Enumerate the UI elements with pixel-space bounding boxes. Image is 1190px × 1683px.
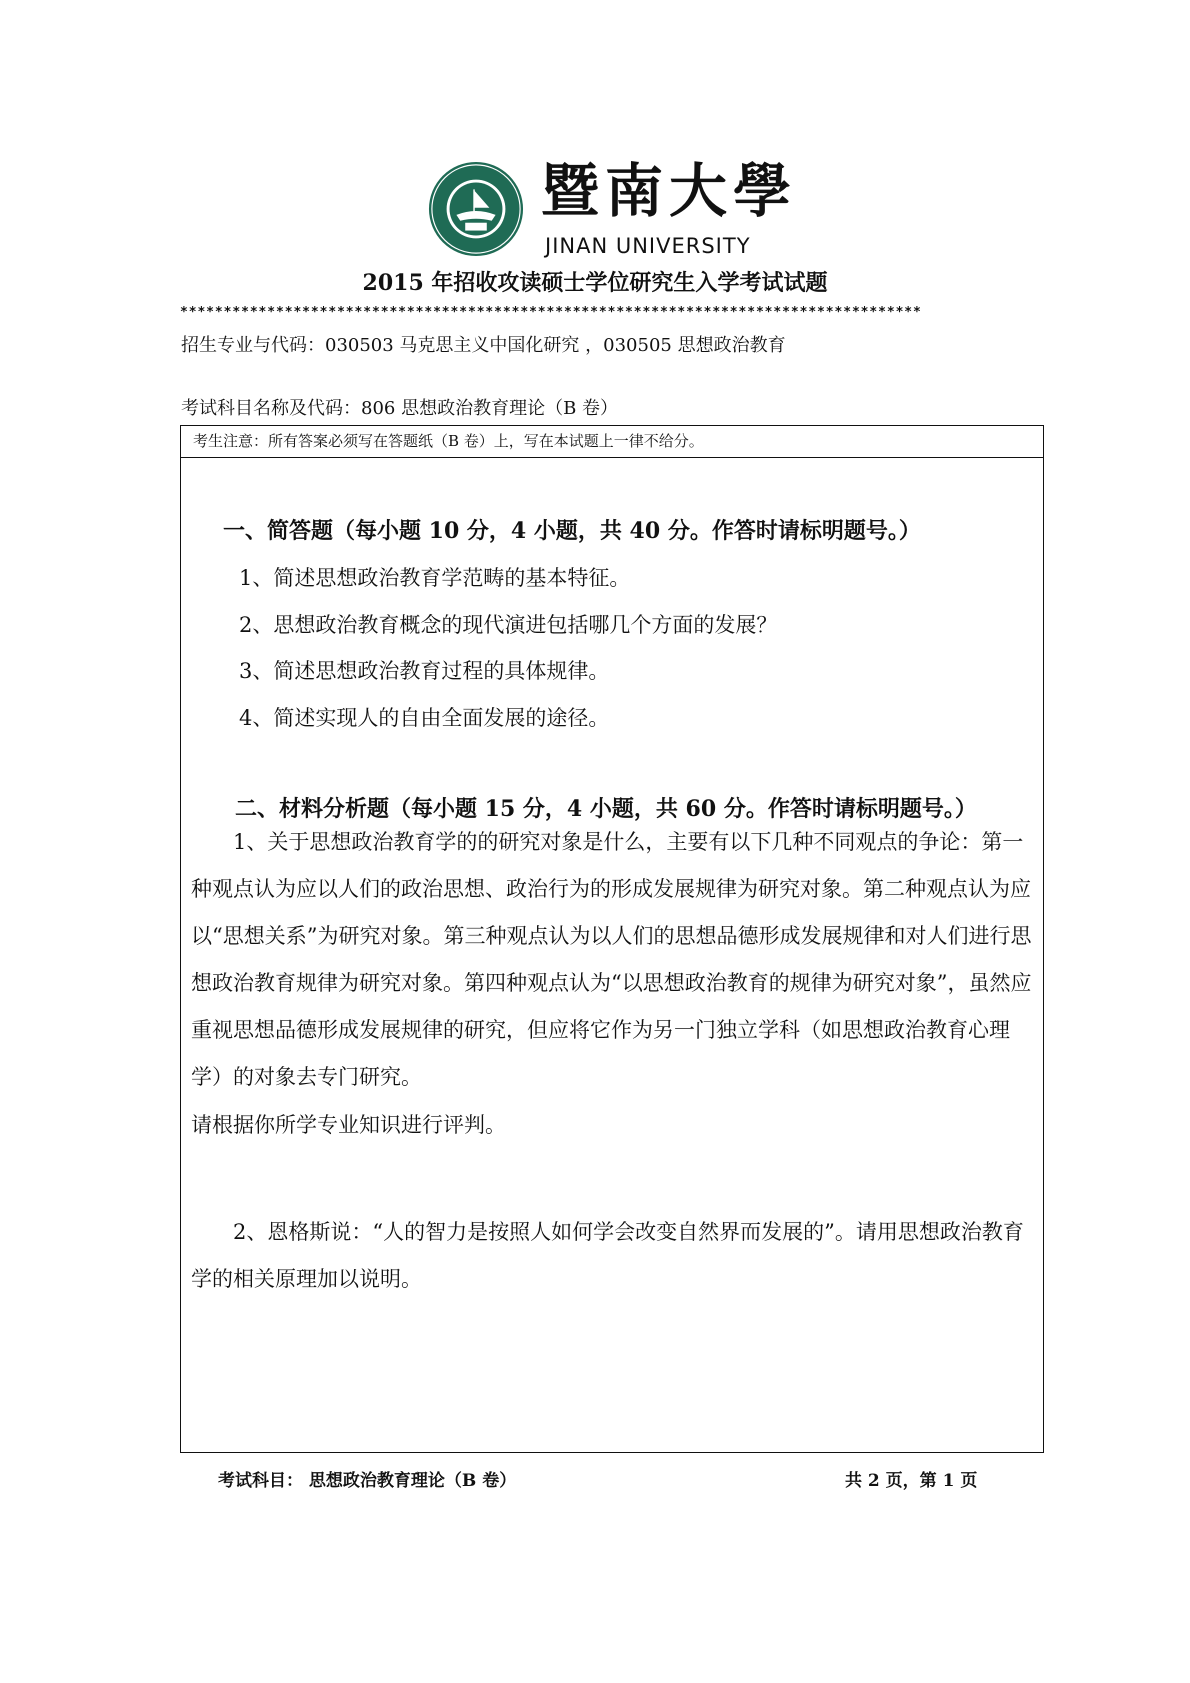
section1-question: 3、简述思想政治教育过程的具体规律。 (239, 659, 610, 683)
notice-bar: 考生注意：所有答案必须写在答题纸（B 卷）上，写在本试题上一律不给分。 (181, 426, 1043, 458)
section1-question: 4、简述实现人的自由全面发展的途径。 (239, 706, 610, 730)
exam-title: 2015 年招收攻读硕士学位研究生入学考试试题 (362, 270, 828, 296)
question-box (180, 425, 1044, 1453)
separator-line: ************************************************************************************* (180, 306, 922, 320)
footer-subject: 考试科目： 思想政治教育理论（B 卷） (218, 1471, 517, 1491)
section1-question: 2、思想政治教育概念的现代演进包括哪几个方面的发展？ (239, 613, 778, 637)
section2-question-1 (191, 819, 1041, 1101)
section2-question-2 (191, 1209, 1041, 1303)
section2-question-1-text: 1、关于思想政治教育学的的研究对象是什么，主要有以下几种不同观点的争论：第一种观点认为应以人们的政治思想、政治行为的形成发展规律为研究对象。第二种观点认为应以“思想关系”为研究对象。第三种观点认为以人们的思想品德形成发展规律和对人们进行思想政治教育规律为研究对象。第四种观点认为“以思想政治教育的规律为研究对象”，虽然应重视思想品德形成发展规律的研究，但应将它作为另一门独立学科（如思想政治教育心理学）的对象去专门研究。 (191, 830, 1032, 1089)
university-seal-icon (427, 160, 525, 258)
university-logo (427, 157, 798, 260)
major-line: 招生专业与代码：030503 马克思主义中国化研究 ，030505 思想政治教育 (181, 335, 786, 356)
section2-question-2-text: 2、恩格斯说：“人的智力是按照人如何学会改变自然界而发展的”。请用思想政治教育学的相关原理加以说明。 (191, 1220, 1024, 1291)
university-name-cn: 暨南大學 (541, 157, 798, 225)
footer-page-number: 共 2 页，第 1 页 (845, 1471, 978, 1491)
section1-question: 1、简述思想政治教育学范畴的基本特征。 (239, 566, 631, 590)
section2-title: 二、材料分析题（每小题 15 分，4 小题，共 60 分。作答时请标明题号。） (235, 796, 977, 822)
section2-question-1-task: 请根据你所学专业知识进行评判。 (191, 1113, 506, 1137)
section1-title: 一、简答题（每小题 10 分，4 小题，共 40 分。作答时请标明题号。） (223, 518, 921, 544)
subject-line: 考试科目名称及代码：806 思想政治教育理论（B 卷） (181, 398, 619, 419)
university-name-en: JINAN UNIVERSITY (545, 234, 751, 258)
